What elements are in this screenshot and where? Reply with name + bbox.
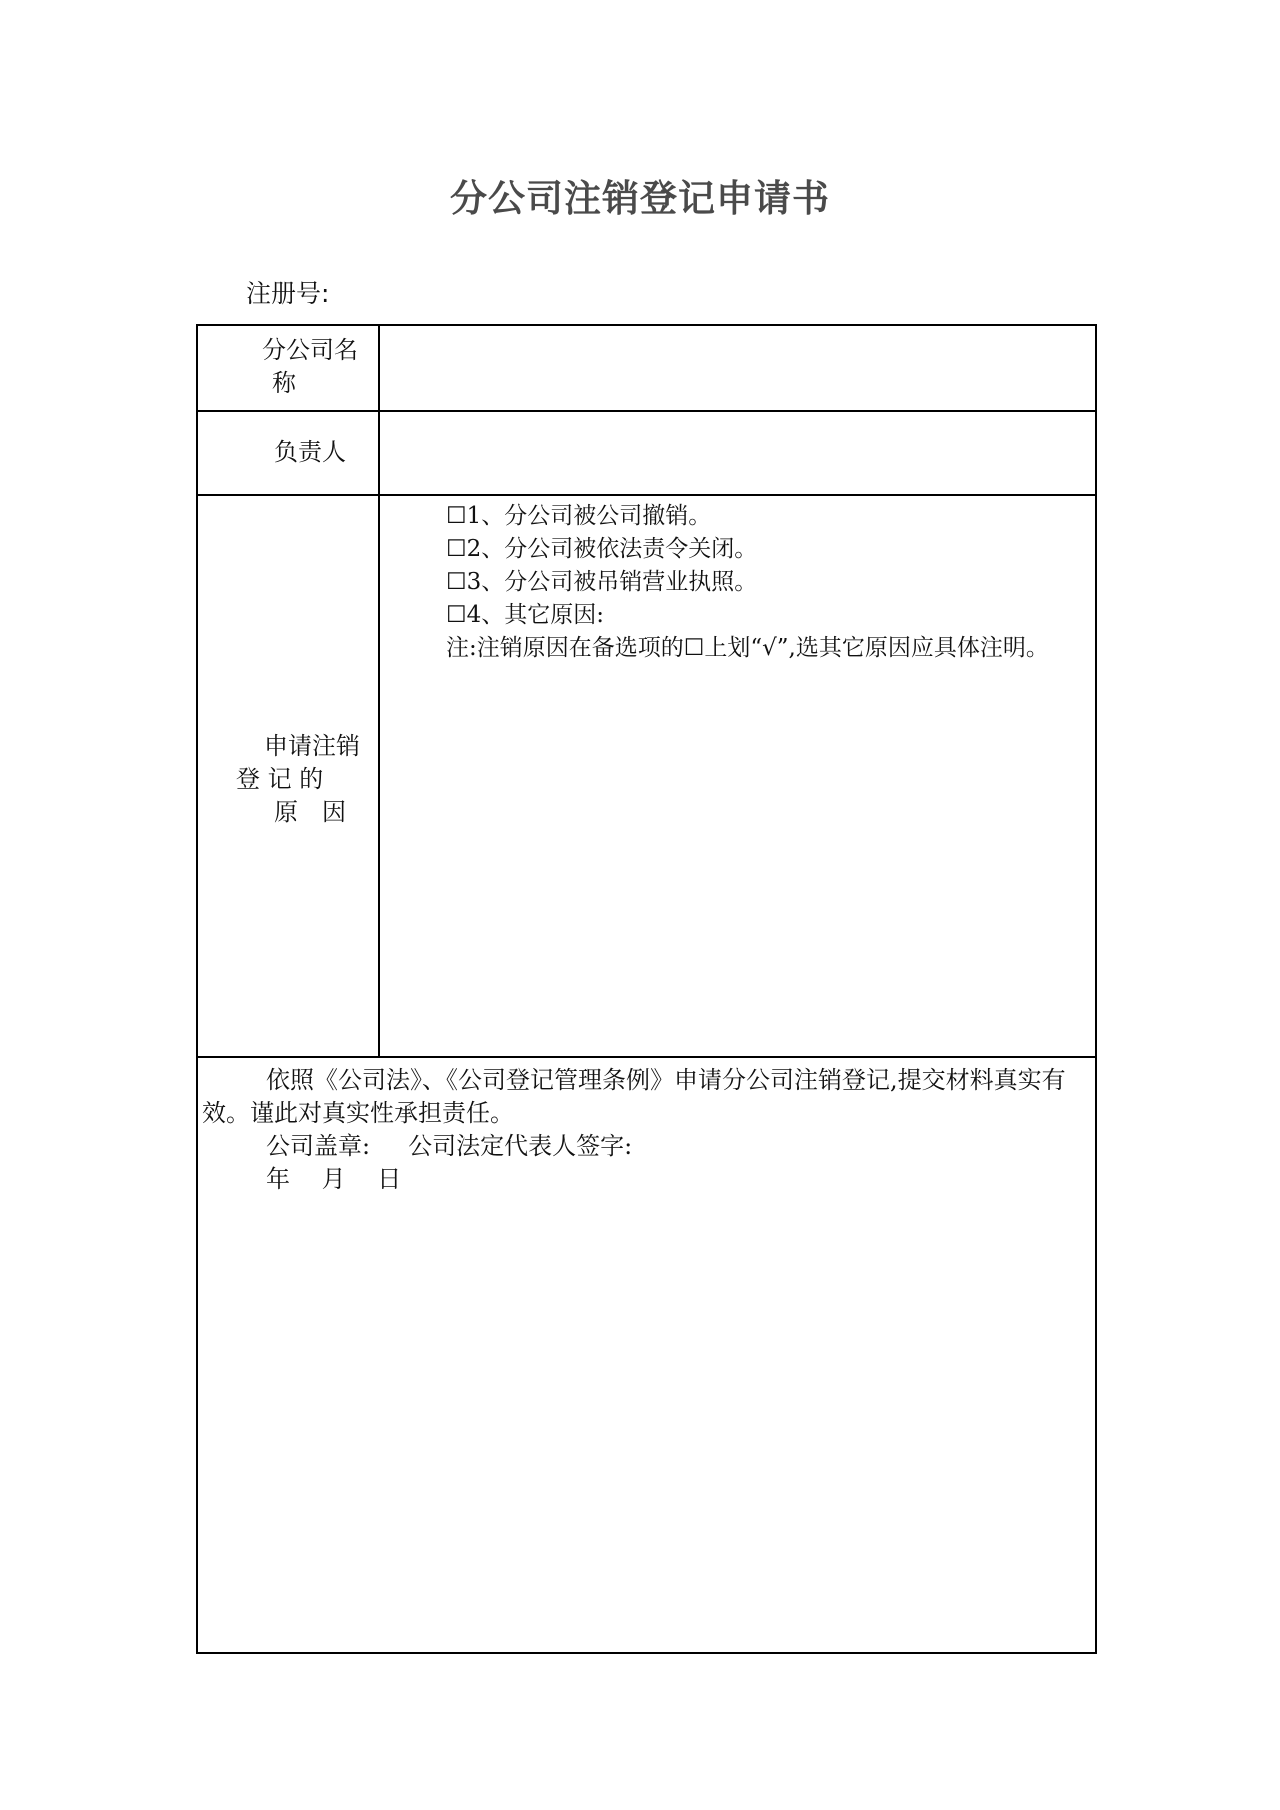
declaration-text: 依照《公司法》、《公司登记管理条例》申请分公司注销登记,提交材料真实有效。谨此对真实性承担责任。	[202, 1066, 1066, 1127]
reason-options	[394, 500, 1078, 665]
column-divider	[378, 326, 380, 1058]
branch-name-field[interactable]	[382, 328, 1092, 408]
reason-option-1[interactable]: ☐1、分公司被公司撤销。	[446, 503, 712, 529]
signature-line	[202, 1130, 1082, 1163]
row-divider	[198, 494, 1095, 496]
branch-name-label: 分公司名 称	[262, 336, 358, 397]
declaration-section	[202, 1064, 1082, 1196]
reason-option-3[interactable]: ☐3、分公司被吊销营业执照。	[446, 569, 758, 595]
reason-label: 申请注销 登 记 的 原 因	[236, 732, 360, 826]
company-seal-label: 公司盖章:	[266, 1132, 371, 1160]
application-form-table	[196, 324, 1097, 1654]
reason-option-4[interactable]: ☐4、其它原因:	[446, 602, 605, 628]
registration-number-label: 注册号:	[246, 279, 330, 308]
reason-option-2[interactable]: ☐2、分公司被依法责令关闭。	[446, 536, 758, 562]
date-label: 年 月 日	[266, 1165, 402, 1193]
legal-rep-signature-label: 公司法定代表人签字:	[408, 1132, 633, 1160]
page-title: 分公司注销登记申请书	[450, 177, 830, 220]
reason-note: 注:注销原因在备选项的☐上划“√”,选其它原因应具体注明。	[446, 635, 1049, 661]
row-divider	[198, 1056, 1095, 1058]
person-in-charge-field[interactable]	[382, 414, 1092, 492]
person-in-charge-label: 负责人	[274, 438, 346, 466]
row-divider	[198, 410, 1095, 412]
